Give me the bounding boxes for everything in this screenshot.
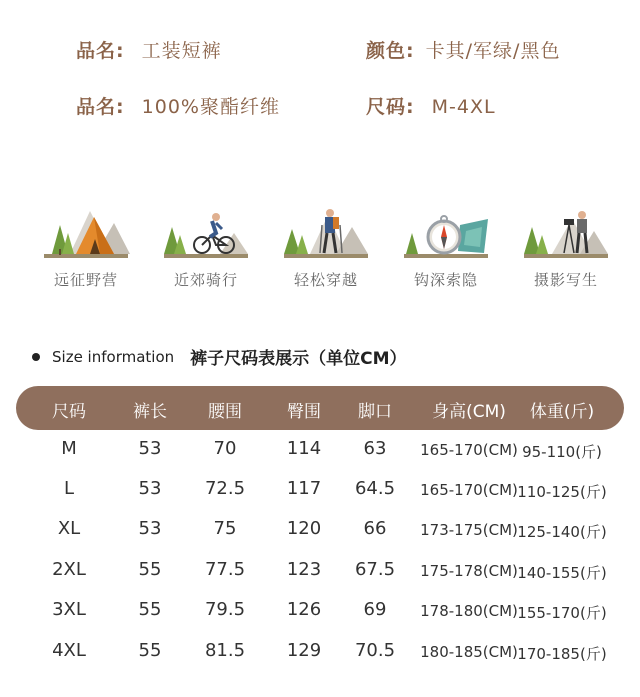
header-leg-opening: 脚口: [358, 402, 392, 422]
cell-height: 180-185(CM): [420, 643, 518, 661]
cell-weight: 170-185(斤): [517, 645, 607, 663]
cell-leg-opening: 66: [363, 518, 387, 539]
cell-weight: 125-140(斤): [517, 523, 607, 541]
cell-size: M: [61, 438, 77, 459]
cell-leg-opening: 69: [363, 599, 387, 620]
cell-hip: 117: [286, 478, 322, 499]
cell-height: 165-170(CM): [420, 481, 518, 499]
product-size-row: [366, 92, 496, 119]
activity-icons: [36, 205, 616, 290]
product-name-row: [76, 36, 222, 63]
table-row: [0, 514, 640, 550]
table-row: [0, 636, 640, 672]
activity-camping: [36, 205, 136, 290]
cell-leg-opening: 70.5: [354, 640, 396, 661]
cell-waist: 72.5: [204, 478, 246, 499]
cell-waist: 75: [213, 518, 237, 539]
activity-label: 近郊骑行: [173, 271, 238, 289]
cell-waist: 77.5: [204, 559, 246, 580]
cell-size: L: [63, 478, 75, 499]
product-color-row: [366, 36, 560, 63]
cell-weight: 110-125(斤): [517, 483, 607, 501]
cell-height: 173-175(CM): [420, 521, 518, 539]
table-row: [0, 474, 640, 510]
product-material-value: 100%聚酯纤维: [141, 96, 280, 118]
table-row: [0, 595, 640, 631]
activity-compass: [396, 205, 496, 290]
size-title-cn: 裤子尺码表展示（单位CM）: [190, 349, 407, 369]
size-section-title: [32, 344, 407, 369]
header-length: 裤长: [133, 402, 167, 422]
activity-label: 远征野营: [53, 271, 118, 289]
cell-waist: 79.5: [204, 599, 246, 620]
cell-hip: 129: [286, 640, 322, 661]
product-name-value: 工装短裤: [141, 40, 222, 62]
header-waist: 腰围: [208, 402, 242, 422]
activity-label: 轻松穿越: [293, 271, 358, 289]
cell-length: 53: [138, 478, 162, 499]
product-name-label: 品名:: [76, 40, 125, 62]
cell-hip: 120: [286, 518, 322, 539]
product-color-value: 卡其/军绿/黑色: [425, 40, 561, 62]
cycling-icon: [160, 205, 252, 261]
cell-length: 55: [138, 640, 162, 661]
cell-hip: 123: [286, 559, 322, 580]
cell-height: 178-180(CM): [420, 602, 518, 620]
product-material-row: [76, 92, 280, 119]
header-size: 尺码: [52, 402, 86, 422]
table-row: [0, 434, 640, 470]
table-row: [0, 555, 640, 591]
compass-icon: [400, 205, 492, 261]
cell-size: 4XL: [52, 640, 86, 661]
header-hip: 臀围: [287, 402, 321, 422]
cell-size: 2XL: [52, 559, 86, 580]
cell-waist: 70: [213, 438, 237, 459]
product-material-label: 品名:: [76, 96, 125, 118]
cell-hip: 114: [286, 438, 322, 459]
hiking-icon: [280, 205, 372, 261]
cell-weight: 140-155(斤): [517, 564, 607, 582]
cell-waist: 81.5: [204, 640, 246, 661]
cell-height: 165-170(CM): [420, 441, 518, 459]
product-color-label: 颜色:: [366, 40, 415, 62]
header-weight: 体重(斤): [529, 402, 595, 422]
cell-size: 3XL: [52, 599, 86, 620]
cell-length: 55: [138, 559, 162, 580]
cell-length: 55: [138, 599, 162, 620]
activity-hiking: [276, 205, 376, 290]
cell-length: 53: [138, 438, 162, 459]
cell-height: 175-178(CM): [420, 562, 518, 580]
cell-weight: 95-110(斤): [522, 443, 602, 461]
photography-icon: [520, 205, 612, 261]
camping-tent-icon: [40, 205, 132, 261]
activity-photography: [516, 205, 616, 290]
cell-size: XL: [57, 518, 81, 539]
header-height: 身高(CM): [432, 402, 506, 422]
product-size-label: 尺码:: [366, 96, 415, 118]
cell-leg-opening: 67.5: [354, 559, 396, 580]
size-table-header: [16, 386, 624, 430]
activity-cycling: [156, 205, 256, 290]
cell-leg-opening: 64.5: [354, 478, 396, 499]
activity-label: 摄影写生: [533, 271, 598, 289]
product-size-value: M-4XL: [431, 96, 496, 118]
cell-weight: 155-170(斤): [517, 604, 607, 622]
cell-leg-opening: 63: [363, 438, 387, 459]
bullet-icon: [32, 353, 40, 361]
activity-label: 钩深索隐: [413, 271, 478, 289]
cell-length: 53: [138, 518, 162, 539]
size-title-en: Size information: [52, 347, 175, 366]
cell-hip: 126: [286, 599, 322, 620]
